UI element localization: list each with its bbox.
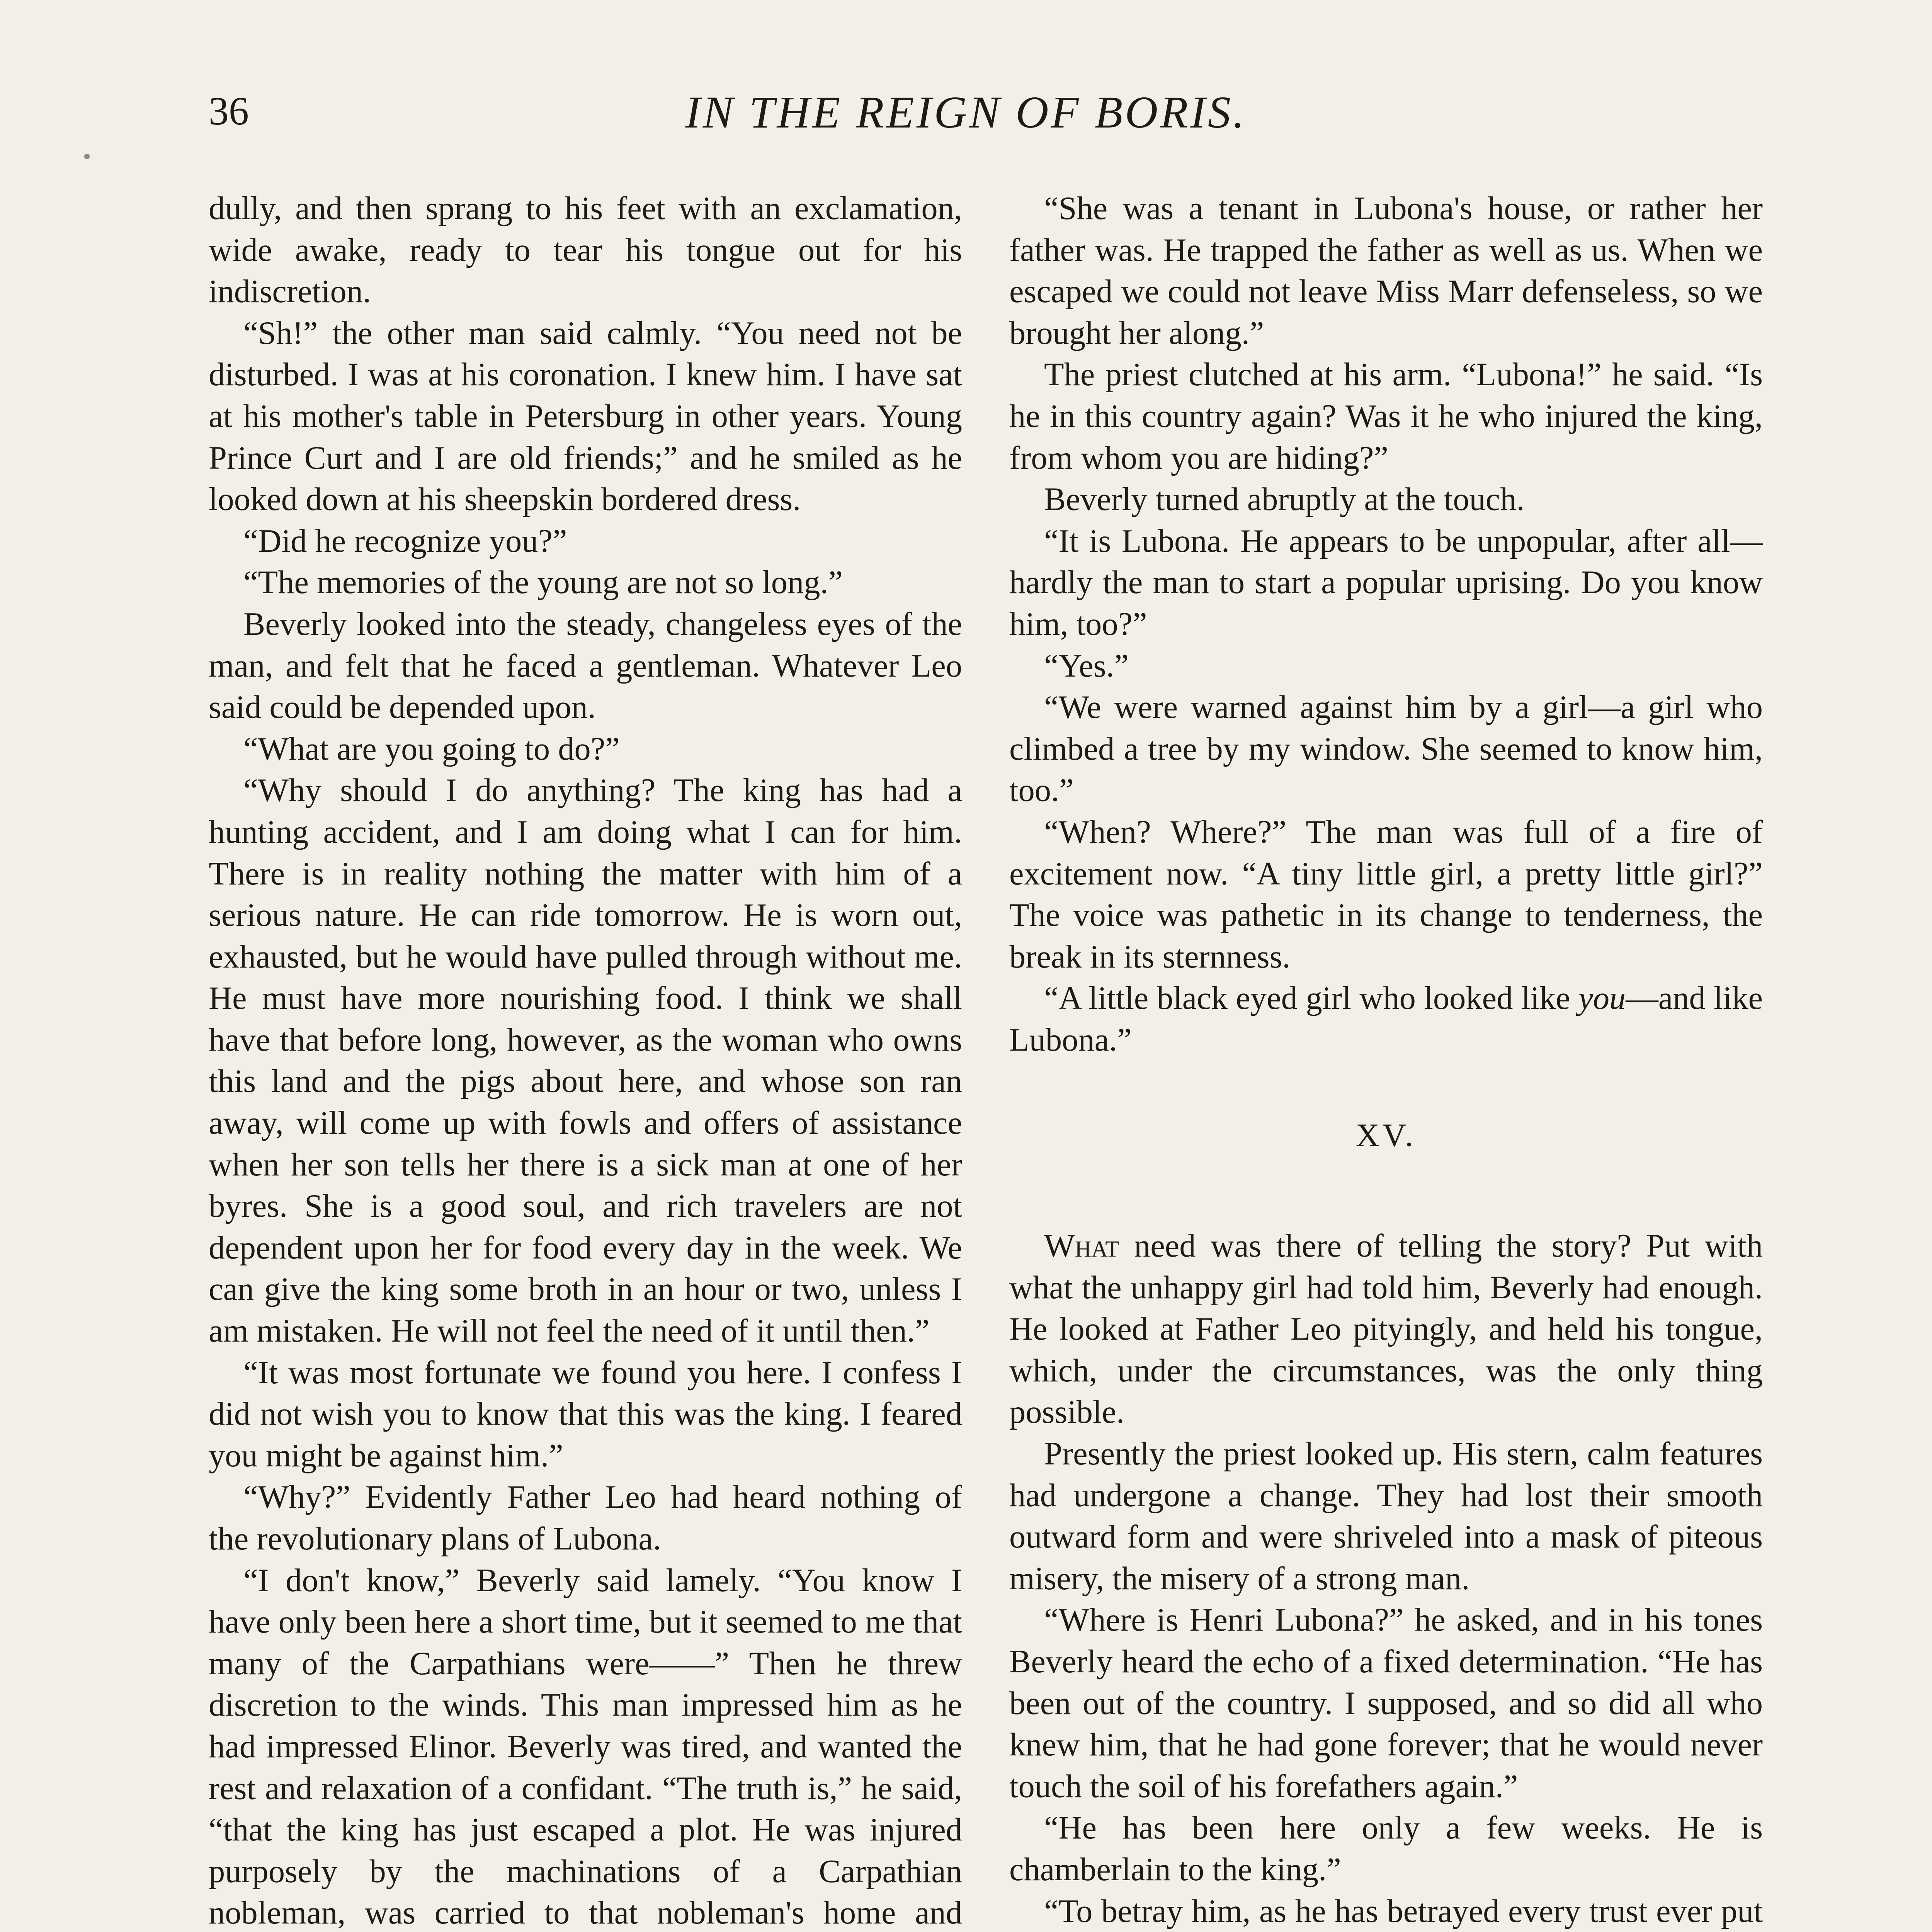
paragraph: “When? Where?” The man was full of a fire of excitement now. “A tiny little girl, a pretty little girl?” The voice was pathetic in its change to tenderness, the break in its sternness. (1009, 814, 1763, 975)
paragraph: “Why?” Evidently Father Leo had heard nothing of the revolutionary plans of Lubona. (209, 1479, 962, 1557)
paragraph-with-emphasis (1009, 978, 1763, 1061)
paragraph: Beverly looked into the steady, changeless eyes of the man, and felt that he faced a gentleman. Whatever Leo said could be depended upon. (209, 606, 962, 726)
paragraph: Beverly turned abruptly at the touch. (1044, 481, 1525, 518)
paragraph: “She was a tenant in Lubona's house, or rather her father was. He trapped the father as well as us. When we escaped we could not leave Miss Marr defenseless, so we brought her along.” (1009, 190, 1763, 351)
paragraph: “It was most fortunate we found you here. I confess I did not wish you to know that this was the king. I feared you might be against him.” (209, 1354, 962, 1474)
quote-text: —and like Lubona.” (1009, 980, 1763, 1058)
chapter-opening-paragraph (1009, 1225, 1763, 1433)
quote-text: “A little black eyed girl who looked like (1044, 980, 1579, 1017)
left-column (209, 188, 962, 1932)
paragraph: “Did he recognize you?” (243, 523, 567, 559)
margin-speck (84, 154, 90, 159)
page-number: 36 (209, 89, 249, 133)
chapter-heading: XV. (1355, 1117, 1417, 1154)
right-column (1009, 188, 1763, 1932)
opening-text: need was there of telling the story? Put with what the unhappy girl had told him, Beverly had enough. He looked at Father Leo pityingly, and held his tongue, which, under the circumstances, was the only thing possible. (1009, 1228, 1763, 1430)
paragraph: “The memories of the young are not so long.” (243, 565, 843, 601)
paragraph: “I don't know,” Beverly said lamely. “You know I have only been here a short time, but it seemed to me that many of the Carpathians were——” Then he threw discretion to the winds. This man impressed him as he had impressed Elinor. Beverly was tired, and wanted the rest and relaxation of a confidant. “The truth is,” he said, “that the king has just escaped a plot. He was injured purposely by the machinations of a Carpathian nobleman, was carried to that nobleman's home and (209, 1562, 962, 1931)
paragraph: “To betray him, as he has betrayed every trust ever put (1044, 1893, 1763, 1929)
paragraph: “Where is Henri Lubona?” he asked, and in his tones Beverly heard the echo of a fixed determination. “He has been out of the country. I supposed, and so did all who knew him, that he had gone forever; that he would never touch the soil of his forefathers again.” (1009, 1602, 1763, 1804)
paragraph: “He has been here only a few weeks. He is chamberlain to the king.” (1009, 1810, 1763, 1888)
paragraph: “Yes.” (1044, 648, 1129, 684)
paragraph: “We were warned against him by a girl—a girl who climbed a tree by my window. She seemed to know him, too.” (1009, 689, 1763, 809)
paragraph: Presently the priest looked up. His stern, calm features had undergone a change. They had lost their smooth outward form and were shriveled into a mask of piteous misery, the misery of a strong man. (1009, 1436, 1763, 1597)
paragraph: “What are you going to do?” (243, 731, 620, 767)
paragraph: The priest clutched at his arm. “Lubona!” he said. “Is he in this country again? Was it he who injured the king, from whom you are hiding?” (1009, 357, 1763, 476)
emphasis-you: you (1578, 980, 1626, 1017)
opening-smallcaps: What (1044, 1228, 1119, 1264)
paragraph: “Sh!” the other man said calmly. “You need not be disturbed. I was at his coronation. I knew him. I have sat at his mother's table in Petersburg in other years. Young Prince Curt and I are old friends;” and he smiled as he looked down at his sheepskin bordered dress. (209, 315, 962, 518)
paragraph: “Why should I do anything? The king has had a hunting accident, and I am doing what I can for him. There is in reality nothing the matter with him of a serious nature. He can ride tomorrow. He is worn out, exhausted, but he would have pulled through without me. He must have more nourishing food. I think we shall have that before long, however, as the woman who owns this land and the pigs about here, and whose son ran away, will come up with fowls and offers of assistance when her son tells her there is a sick man at one of her byres. She is a good soul, and rich travelers are not dependent upon her for food every day in the week. We can give the king some broth in an hour or two, unless I am mistaken. He will not feel the need of it until then.” (209, 772, 962, 1349)
running-head: IN THE REIGN OF BORIS. (685, 87, 1247, 138)
paragraph: dully, and then sprang to his feet with an exclamation, wide awake, ready to tear his tongue out for his indiscretion. (209, 190, 962, 310)
paragraph: “It is Lubona. He appears to be unpopular, after all—hardly the man to start a popular uprising. Do you know him, too?” (1009, 523, 1763, 642)
